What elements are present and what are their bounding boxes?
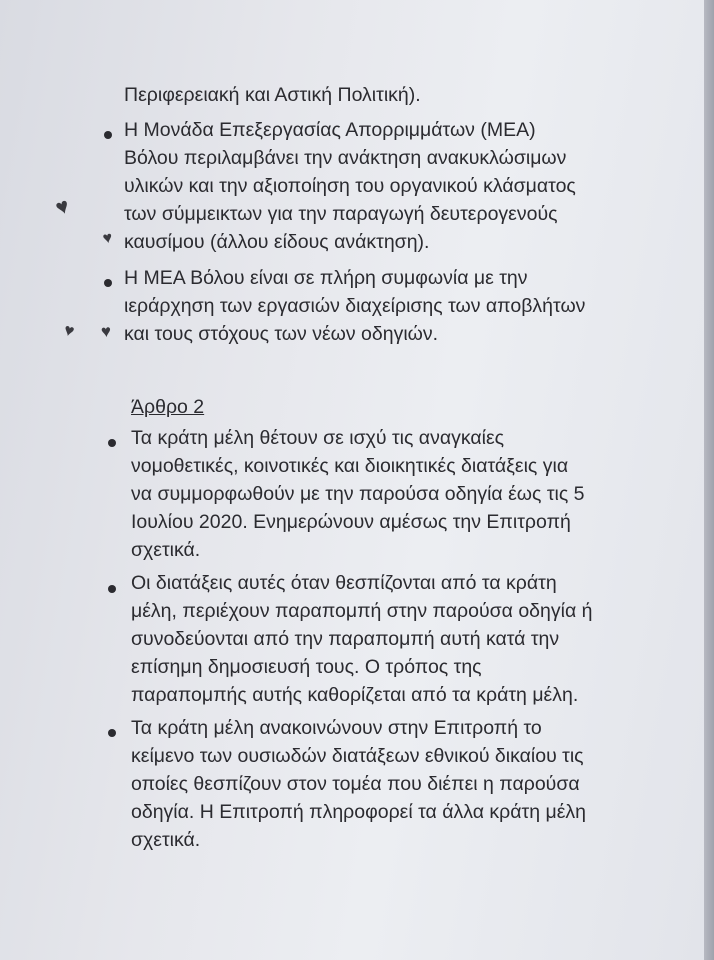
paragraph-line: σχετικά. bbox=[131, 829, 201, 851]
bullet-dot bbox=[108, 729, 116, 737]
paragraph-line: Ιουλίου 2020. Ενημερώνουν αμέσως την Επιτροπή bbox=[131, 511, 571, 533]
paragraph-line: οδηγία. Η Επιτροπή πληροφορεί τα άλλα κράτη μέλη bbox=[131, 801, 587, 823]
paragraph-line: νομοθετικές, κοινοτικές και διοικητικές διατάξεις για bbox=[131, 455, 569, 477]
paragraph-line: των σύμμεικτων για την παραγωγή δευτερογενούς bbox=[124, 203, 558, 225]
paragraph-line: κείμενο των ουσιωδών διατάξεων εθνικού δικαίου τις bbox=[131, 745, 584, 767]
continuation-line: Περιφερειακή και Αστική Πολιτική). bbox=[124, 84, 421, 106]
paragraph-line: και τους στόχους των νέων οδηγιών. bbox=[124, 323, 439, 345]
paragraph-line: να συμμορφωθούν με την παρούσα οδηγία έως τις 5 bbox=[131, 483, 585, 505]
paragraph-line: ιεράρχηση των εργασιών διαχείρισης των αποβλήτων bbox=[124, 295, 586, 317]
paragraph-line: Τα κράτη μέλη θέτουν σε ισχύ τις αναγκαίες bbox=[131, 427, 505, 449]
paragraph-line: μέλη, περιέχουν παραπομπή στην παρούσα οδηγία ή bbox=[131, 600, 593, 622]
heart-mark-icon: ♥ bbox=[51, 192, 73, 221]
paragraph-line: συνοδεύονται από την παραπομπή αυτή κατά την bbox=[131, 628, 560, 650]
paragraph-line: Βόλου περιλαμβάνει την ανάκτηση ανακυκλώσιμων bbox=[124, 147, 567, 169]
paragraph-line: επίσημη δημοσιευσή τους. Ο τρόπος της bbox=[131, 656, 482, 678]
paragraph-line: υλικών και την αξιοποίηση του οργανικού κλάσματος bbox=[124, 175, 576, 197]
bullet-dot bbox=[108, 585, 116, 593]
paragraph-line: παραπομπής αυτής καθορίζεται από τα κράτη μέλη. bbox=[131, 684, 579, 706]
bullet-dot bbox=[108, 439, 116, 447]
bullet-dot bbox=[104, 279, 112, 287]
heart-mark-icon: ♥ bbox=[61, 320, 77, 341]
paragraph-line: σχετικά. bbox=[131, 539, 201, 561]
heart-mark-icon: ♥ bbox=[100, 321, 112, 342]
paragraph-line: οποίες θεσπίζουν στον τομέα που διέπει η παρούσα bbox=[131, 773, 580, 795]
bullet-dot bbox=[104, 131, 112, 139]
paragraph-line: Η Μονάδα Επεξεργασίας Απορριμμάτων (ΜΕΑ) bbox=[124, 119, 536, 141]
paragraph-line: Η ΜΕΑ Βόλου είναι σε πλήρη συμφωνία με την bbox=[124, 267, 528, 289]
heart-mark-icon: ♥ bbox=[101, 229, 114, 248]
article-heading: Άρθρο 2 bbox=[131, 396, 205, 418]
paragraph-line: Τα κράτη μέλη ανακοινώνουν στην Επιτροπή το bbox=[131, 717, 542, 739]
paragraph-line: Οι διατάξεις αυτές όταν θεσπίζονται από τα κράτη bbox=[131, 572, 557, 594]
paragraph-line: καυσίμου (άλλου είδους ανάκτηση). bbox=[124, 231, 430, 253]
